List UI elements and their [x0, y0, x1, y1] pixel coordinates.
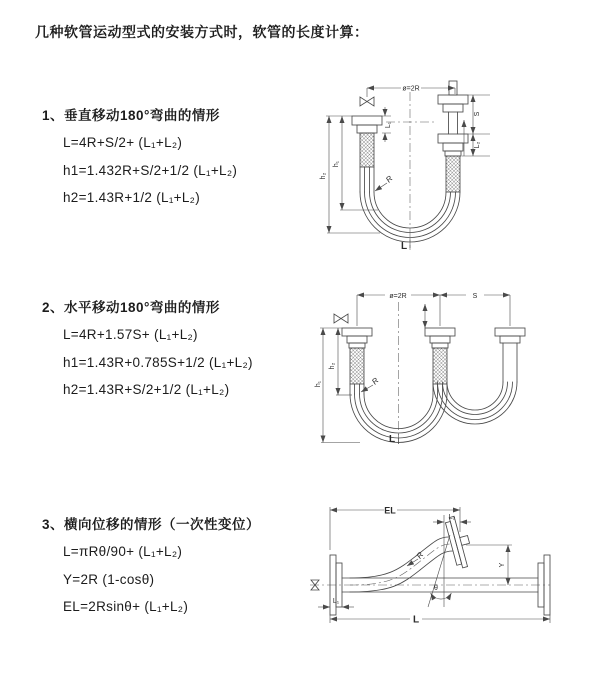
dim-label-h2: h₂ [329, 362, 336, 370]
formula-line: h2=1.43R+S/2+1/2 (L₁+L₂) [63, 382, 230, 397]
dim-label-l: L [400, 241, 408, 252]
section-heading: 1、垂直移动180°弯曲的情形 [42, 108, 220, 123]
section-horizontal-bend [42, 296, 253, 410]
braid-section-left [350, 348, 364, 384]
flange-right-moved [495, 328, 525, 382]
flange-middle [425, 328, 455, 348]
flange-left [352, 116, 382, 133]
dimension-heights [315, 328, 360, 443]
dimension-y [466, 545, 512, 585]
hose-left-leg [360, 167, 374, 192]
radius-callout [375, 174, 395, 191]
diagram-lateral-displacement [300, 495, 560, 655]
dimension-l2 [433, 514, 471, 522]
dim-label-h2: h₂ [320, 172, 327, 180]
section-vertical-bend [42, 104, 237, 218]
hose-u-bend-moved [433, 382, 517, 424]
dim-label-r: R [384, 174, 395, 185]
dim-label-el: EL [384, 505, 396, 516]
dim-label-diameter: ø=2R [402, 85, 420, 93]
diagram-vertical-bend [310, 70, 530, 260]
dimension-top-2r-s [357, 293, 510, 328]
dim-label-r: R [370, 376, 381, 387]
pipe-right [438, 81, 468, 156]
formula-line: EL=2Rsinθ+ (L₁+L₂) [63, 599, 189, 614]
length-label [401, 238, 410, 252]
diagram-horizontal-bend [310, 282, 540, 454]
dim-label-h1: h₁ [315, 380, 322, 388]
centerlines [386, 92, 434, 250]
dim-label-diameter: ø=2R [389, 293, 407, 300]
formula-line: h2=1.43R+1/2 (L₁+L₂) [63, 190, 201, 205]
dim-label-l2: L₂ [448, 514, 456, 521]
formula-line: L=4R+S/2+ (L₁+L₂) [63, 135, 183, 150]
dimension-l1 [382, 107, 392, 142]
length-label [389, 434, 399, 445]
section-heading: 2、水平移动180°弯曲的情形 [42, 300, 220, 315]
valve-icon [334, 314, 348, 323]
dim-label-h1: h₁ [333, 160, 340, 168]
dim-label-theta: θ [434, 585, 438, 592]
braid-section-right [446, 156, 460, 192]
dimension-l [330, 615, 550, 626]
dim-label-s: S [474, 111, 481, 117]
formula-line: L=4R+1.57S+ (L₁+L₂) [63, 327, 198, 342]
dim-label-l: L [388, 434, 396, 445]
dim-label-l2: L₂ [474, 141, 481, 149]
section-lateral-displacement [42, 513, 260, 627]
dim-label-r: R [414, 550, 426, 561]
hose-centerline [350, 544, 451, 585]
formula-line: h1=1.432R+S/2+1/2 (L₁+L₂) [63, 162, 238, 178]
dim-label-y: Y [499, 562, 506, 568]
page-title: 几种软管运动型式的安装方式时，软管的长度计算： [35, 24, 369, 40]
formula-line: h1=1.43R+0.785S+1/2 (L₁+L₂) [63, 354, 253, 370]
formula-line: L=πRθ/90+ (L₁+L₂) [63, 544, 183, 559]
braid-section-left [360, 133, 374, 167]
braid-section-middle [433, 348, 447, 384]
flange-left [342, 328, 372, 348]
valve-icon [360, 97, 374, 106]
dim-label-l: L [412, 614, 420, 626]
dim-label-s: S [472, 293, 478, 300]
dim-label-l1: L₁ [385, 121, 392, 129]
hose-s-curve [350, 537, 453, 592]
dim-label-l1: L₁ [332, 598, 340, 605]
radius-callout [407, 550, 426, 566]
formula-line: Y=2R (1-cosθ) [63, 571, 155, 587]
dimension-el [330, 506, 460, 551]
section-heading: 3、横向位移的情形（一次性变位） [42, 517, 261, 532]
